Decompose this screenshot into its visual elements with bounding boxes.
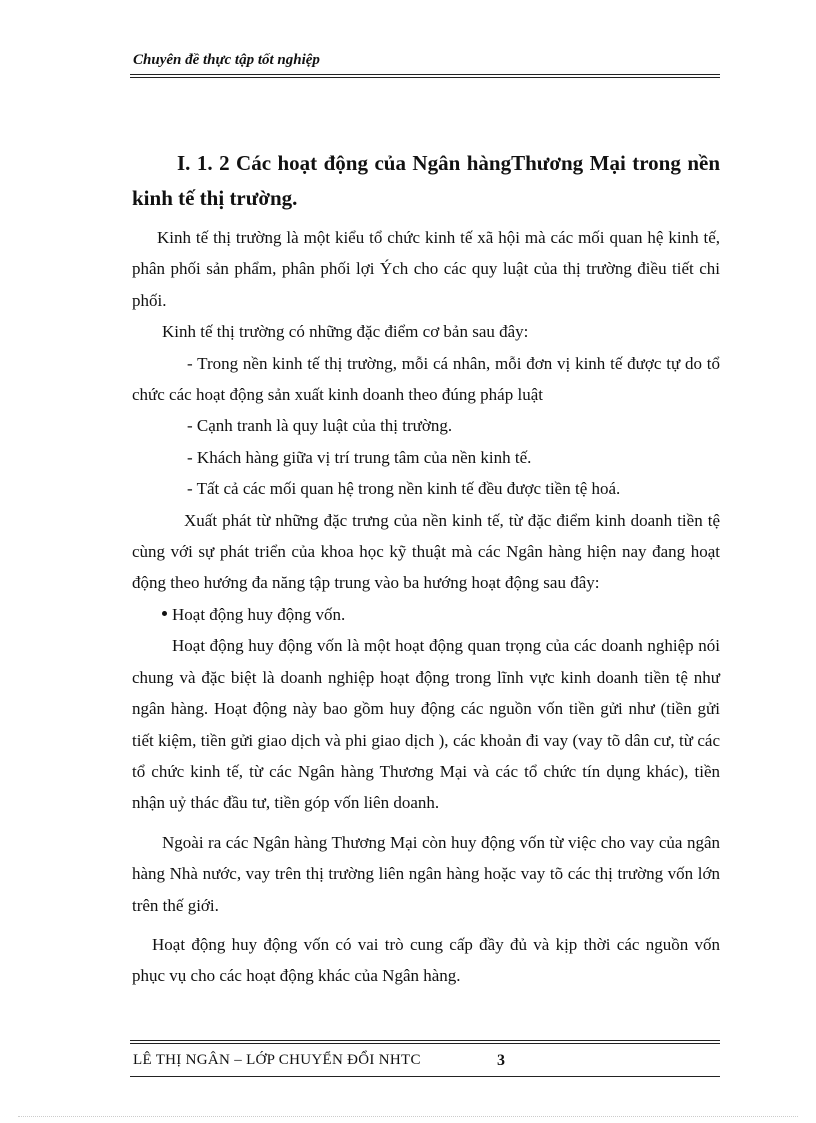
running-header: Chuyên đề thực tập tốt nghiệp [133, 52, 320, 68]
list-item: - Cạnh tranh là quy luật của thị trường. [187, 416, 453, 436]
footer-bottom-rule [130, 1076, 720, 1077]
paragraph: Hoạt động huy động vốn là một hoạt động quan trọng của các doanh nghiệp nói chung và đặc biệt là doanh nghiệp hoạt động trong lĩnh vực kinh doanh tiền tệ như ngân hàng. Hoạt động này bao gồm huy động các nguồn vốn tiền gửi như (tiền gửi tiết kiệm, tiền gửi giao dịch và phi giao dịch ), các khoản đi vay (vay tõ dân cư, từ các tổ chức kinh tế, từ các Ngân hàng Thương Mại và các tổ chức tín dụng khác), tiền nhận uỷ thác đầu tư, tiền góp vốn liên doanh. [132, 636, 720, 813]
list-item: - Tất cả các mối quan hệ trong nền kinh tế đều được tiền tệ hoá. [187, 479, 621, 499]
header-rule-double [130, 77, 720, 78]
list-item: - Khách hàng giữa vị trí trung tâm của nền kinh tế. [187, 447, 532, 467]
section-heading: I. 1. 2 Các hoạt động của Ngân hàngThương Mại trong nền kinh tế thị trường. [132, 151, 720, 210]
page-edge-divider [18, 1116, 798, 1117]
footer-rule [130, 1040, 720, 1041]
header-rule [130, 74, 720, 75]
paragraph: Kinh tế thị trường là một kiểu tổ chức kinh tế xã hội mà các mối quan hệ kinh tế, phân phối sản phẩm, phân phối lợi Ých cho các quy luật của thị trường điều tiết chi phối. [132, 228, 720, 310]
bullet-item [132, 599, 720, 630]
footer-author: LÊ THỊ NGÂN – LỚP CHUYỂN ĐỔI NHTC [133, 1052, 421, 1068]
paragraph: Xuất phát từ những đặc trưng của nền kinh tế, từ đặc điểm kinh doanh tiền tệ cùng với sự phát triển của khoa học kỹ thuật mà các Ngân hàng hiện nay đang hoạt động theo hướng đa năng tập trung vào ba hướng hoạt động sau đây: [132, 510, 720, 593]
bullet-label: Hoạt động huy động vốn. [172, 604, 346, 624]
page-body [132, 146, 720, 992]
paragraph: Hoạt động huy động vốn có vai trò cung cấp đầy đủ và kịp thời các nguồn vốn phục vụ cho các hoạt động khác của Ngân hàng. [132, 934, 720, 986]
paragraph: Ngoài ra các Ngân hàng Thương Mại còn huy động vốn từ việc cho vay của ngân hàng Nhà nước, vay trên thị trường liên ngân hàng hoặc vay tõ các thị trường vốn lớn trên thế giới. [132, 832, 720, 915]
page-number: 3 [497, 1052, 505, 1069]
paragraph: Kinh tế thị trường có những đặc điểm cơ bản sau đây: [162, 322, 529, 342]
footer-rule-double [130, 1043, 720, 1044]
list-item: - Trong nền kinh tế thị trường, mỗi cá nhân, mỗi đơn vị kinh tế được tự do tổ chức các hoạt động sản xuất kinh doanh theo đúng pháp luật [132, 353, 720, 405]
bullet-icon [162, 611, 167, 616]
